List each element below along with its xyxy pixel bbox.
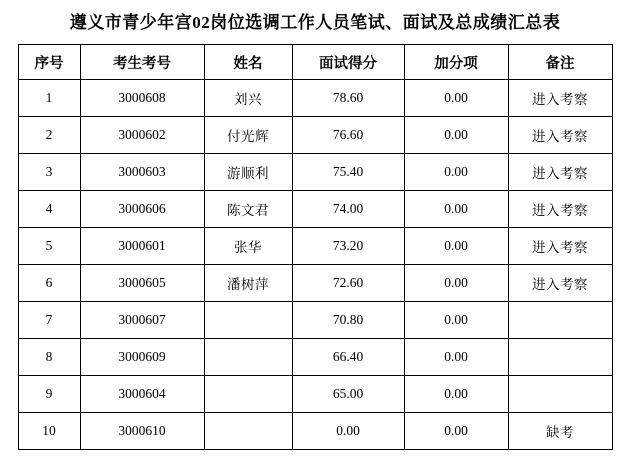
table-row — [18, 80, 612, 117]
cell-exam-number: 3000609 — [80, 339, 204, 376]
cell-remark — [508, 302, 612, 339]
cell-bonus: 0.00 — [404, 154, 508, 191]
column-header-seq: 序号 — [18, 45, 80, 80]
cell-seq: 2 — [18, 117, 80, 154]
cell-seq: 7 — [18, 302, 80, 339]
cell-remark: 进入考察 — [508, 228, 612, 265]
cell-seq: 10 — [18, 413, 80, 450]
cell-remark — [508, 339, 612, 376]
cell-exam-number: 3000604 — [80, 376, 204, 413]
cell-interview-score: 74.00 — [292, 191, 404, 228]
cell-remark: 进入考察 — [508, 117, 612, 154]
cell-exam-number: 3000605 — [80, 265, 204, 302]
cell-exam-number: 3000602 — [80, 117, 204, 154]
table-row — [18, 228, 612, 265]
table-row — [18, 265, 612, 302]
cell-name — [204, 376, 292, 413]
cell-name: 刘兴 — [204, 80, 292, 117]
cell-bonus: 0.00 — [404, 413, 508, 450]
cell-interview-score: 76.60 — [292, 117, 404, 154]
cell-exam-number: 3000608 — [80, 80, 204, 117]
table-row — [18, 191, 612, 228]
table-header — [18, 45, 612, 80]
cell-exam-number: 3000603 — [80, 154, 204, 191]
cell-name: 张华 — [204, 228, 292, 265]
table-row — [18, 117, 612, 154]
cell-name: 潘树萍 — [204, 265, 292, 302]
table-body — [18, 80, 612, 450]
cell-remark: 缺考 — [508, 413, 612, 450]
results-table — [18, 44, 613, 450]
table-header-row — [18, 45, 612, 80]
cell-bonus: 0.00 — [404, 117, 508, 154]
cell-seq: 3 — [18, 154, 80, 191]
column-header-bonus: 加分项 — [404, 45, 508, 80]
cell-bonus: 0.00 — [404, 191, 508, 228]
column-header-interview-score: 面试得分 — [292, 45, 404, 80]
cell-exam-number: 3000607 — [80, 302, 204, 339]
cell-bonus: 0.00 — [404, 302, 508, 339]
cell-seq: 4 — [18, 191, 80, 228]
cell-bonus: 0.00 — [404, 339, 508, 376]
cell-bonus: 0.00 — [404, 80, 508, 117]
cell-name — [204, 339, 292, 376]
cell-remark — [508, 376, 612, 413]
cell-interview-score: 65.00 — [292, 376, 404, 413]
cell-bonus: 0.00 — [404, 228, 508, 265]
cell-interview-score: 66.40 — [292, 339, 404, 376]
cell-bonus: 0.00 — [404, 376, 508, 413]
cell-exam-number: 3000610 — [80, 413, 204, 450]
cell-name — [204, 413, 292, 450]
cell-interview-score: 0.00 — [292, 413, 404, 450]
cell-interview-score: 72.60 — [292, 265, 404, 302]
table-row — [18, 413, 612, 450]
cell-name: 游顺利 — [204, 154, 292, 191]
cell-seq: 6 — [18, 265, 80, 302]
table-row — [18, 376, 612, 413]
cell-exam-number: 3000601 — [80, 228, 204, 265]
cell-exam-number: 3000606 — [80, 191, 204, 228]
cell-remark: 进入考察 — [508, 265, 612, 302]
cell-remark: 进入考察 — [508, 80, 612, 117]
cell-name — [204, 302, 292, 339]
cell-seq: 8 — [18, 339, 80, 376]
cell-interview-score: 78.60 — [292, 80, 404, 117]
table-row — [18, 302, 612, 339]
cell-bonus: 0.00 — [404, 265, 508, 302]
cell-remark: 进入考察 — [508, 154, 612, 191]
cell-name: 付光辉 — [204, 117, 292, 154]
cell-seq: 5 — [18, 228, 80, 265]
column-header-remark: 备注 — [508, 45, 612, 80]
table-row — [18, 154, 612, 191]
cell-remark: 进入考察 — [508, 191, 612, 228]
cell-seq: 9 — [18, 376, 80, 413]
column-header-name: 姓名 — [204, 45, 292, 80]
cell-seq: 1 — [18, 80, 80, 117]
cell-interview-score: 73.20 — [292, 228, 404, 265]
column-header-exam-number: 考生考号 — [80, 45, 204, 80]
cell-name: 陈文君 — [204, 191, 292, 228]
cell-interview-score: 70.80 — [292, 302, 404, 339]
table-row — [18, 339, 612, 376]
page-title: 遵义市青少年宫02岗位选调工作人员笔试、面试及总成绩汇总表 — [69, 13, 561, 32]
cell-interview-score: 75.40 — [292, 154, 404, 191]
